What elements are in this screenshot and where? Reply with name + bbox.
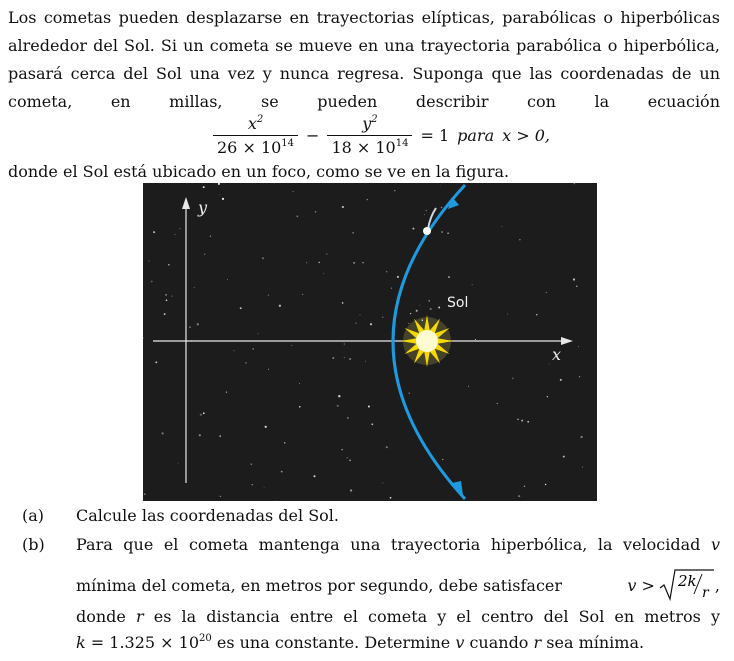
star [203, 186, 205, 188]
star [410, 313, 411, 314]
star [279, 305, 281, 307]
star [155, 361, 157, 363]
star [440, 185, 441, 186]
star [252, 348, 254, 350]
eq-den-x-exp: 14 [281, 137, 295, 149]
eq-minus: − [306, 125, 320, 145]
star [512, 377, 514, 379]
star [219, 194, 220, 195]
star [166, 300, 168, 302]
star [323, 273, 324, 274]
star [299, 383, 300, 384]
star [227, 279, 228, 280]
sqrt-expression [659, 568, 715, 602]
star [420, 305, 421, 306]
question-b-line-3: donde r es la distancia entre el cometa y el centro del Sol en metros y [76, 607, 720, 626]
star [168, 264, 170, 266]
star [365, 361, 366, 362]
star [281, 471, 283, 473]
comet-figure [143, 183, 597, 501]
star [226, 392, 227, 393]
eq-num-x-exp: 2 [256, 113, 264, 125]
star [408, 392, 410, 394]
star [574, 183, 575, 184]
star [291, 345, 292, 346]
star [332, 357, 334, 359]
star [268, 294, 269, 295]
eq-rhs: = 1 [420, 125, 450, 145]
star [382, 317, 383, 318]
star [258, 333, 259, 334]
star [296, 215, 298, 217]
star [475, 339, 476, 340]
star [342, 302, 344, 304]
question-b-label: (b) [22, 535, 45, 554]
star [262, 257, 264, 259]
star [545, 484, 546, 485]
star [370, 323, 372, 325]
star [362, 262, 363, 263]
star [347, 417, 348, 418]
eq-den-y-exp: 14 [395, 137, 409, 149]
star [560, 379, 562, 381]
star [149, 261, 150, 262]
eq-num-y-exp: 2 [371, 113, 378, 125]
star [576, 286, 578, 288]
star [175, 234, 176, 235]
star [252, 484, 253, 485]
star [501, 226, 502, 227]
star [222, 198, 224, 200]
star [293, 191, 294, 192]
star [151, 281, 153, 283]
star [447, 232, 449, 234]
intro-line-1: Los cometas pueden desplazarse en trayectorias elípticas, parabólicas o hiperbólicas [8, 8, 720, 27]
star [448, 276, 450, 278]
question-a-label: (a) [22, 506, 45, 525]
y-axis-label: y [198, 198, 208, 217]
star [391, 288, 392, 289]
after-equation-text: donde el Sol está ubicado en un foco, como se ve en la figura. [8, 162, 510, 181]
star [353, 262, 355, 264]
star [536, 314, 537, 315]
star [582, 467, 583, 468]
star [527, 421, 529, 423]
star [284, 442, 286, 444]
figure-background [143, 183, 597, 501]
star [337, 405, 339, 407]
star [219, 435, 221, 437]
star [194, 287, 195, 288]
star [344, 344, 345, 345]
star [352, 232, 354, 234]
star [245, 362, 247, 364]
star [580, 436, 582, 438]
star [382, 482, 383, 483]
star [302, 294, 303, 295]
star [468, 386, 469, 387]
star [371, 423, 373, 425]
star [394, 190, 395, 191]
star [360, 314, 361, 315]
star [430, 308, 432, 310]
star [240, 307, 242, 309]
star [521, 420, 523, 422]
star [189, 326, 191, 328]
star [367, 199, 368, 200]
star [306, 262, 307, 263]
star [314, 475, 316, 477]
star [517, 418, 519, 420]
star [200, 414, 202, 416]
question-a-text: Calcule las coordenadas del Sol. [76, 506, 340, 525]
star [368, 405, 370, 407]
star [573, 278, 575, 280]
eq-condition-expr: x > 0, [502, 125, 550, 145]
star [355, 323, 356, 324]
star [276, 500, 277, 501]
star [197, 323, 199, 325]
star [326, 253, 327, 254]
star [299, 406, 301, 408]
star [210, 236, 211, 237]
comet-figure-svg [143, 183, 597, 501]
star [441, 231, 443, 233]
star [507, 314, 508, 315]
star [153, 231, 155, 233]
star [563, 456, 565, 458]
star [204, 253, 206, 255]
star [347, 457, 349, 459]
star [203, 412, 205, 414]
eq-num-x: x [247, 113, 257, 133]
hyperbola-equation [213, 110, 550, 160]
star [350, 489, 352, 491]
star [251, 463, 253, 465]
star [161, 432, 163, 434]
star [438, 307, 440, 309]
star [578, 346, 579, 347]
star [519, 239, 520, 240]
star [349, 358, 351, 360]
velocity-inequality: v > [627, 575, 655, 595]
question-b-line-4: $k = 1.325 \times 10^{20}$ es una constante. Determine v cuando r sea mínima. [76, 633, 645, 652]
star [144, 493, 146, 495]
star [344, 357, 345, 358]
star [426, 210, 427, 211]
intro-line-3: pasará cerca del Sol una vez y nunca regresa. Suponga que las coordenadas de un [8, 64, 720, 83]
star [338, 395, 340, 397]
star [442, 459, 443, 460]
star [319, 262, 320, 263]
star [172, 296, 173, 297]
sun-label: Sol [447, 295, 469, 311]
fraction-y [327, 114, 412, 157]
star [342, 206, 344, 208]
svg-text:r: r [701, 585, 709, 601]
star [165, 294, 166, 295]
star [548, 363, 549, 364]
question-b-line-2: mínima del cometa, en metros por segundo, debe satisfacer v > 2k r , [76, 563, 720, 607]
eq-den-x: 26 × 10 [217, 137, 282, 157]
star [264, 487, 265, 488]
star [178, 463, 179, 464]
star [397, 276, 399, 278]
star [233, 350, 234, 351]
star [441, 207, 443, 209]
star [315, 211, 317, 213]
intro-line-4: cometa, en millas, se pueden describir con la ecuación [8, 92, 720, 111]
star [199, 434, 201, 436]
star [424, 214, 425, 215]
eq-num-y: y [362, 113, 372, 133]
star [180, 228, 181, 229]
eq-den-y: 18 × 10 [331, 137, 396, 157]
fraction-x [213, 114, 298, 157]
star [497, 403, 498, 404]
star [429, 300, 430, 301]
svg-text:2k: 2k [677, 572, 697, 590]
star [518, 495, 520, 497]
star [349, 460, 351, 462]
star [390, 497, 392, 499]
star [408, 323, 409, 324]
star [386, 446, 388, 448]
star [524, 486, 525, 487]
star [386, 271, 387, 272]
star [416, 310, 418, 312]
star [412, 228, 414, 230]
comet-icon [423, 227, 431, 235]
intro-line-2: alrededor del Sol. Si un cometa se mueve en una trayectoria parabólica o hiperbólica, [8, 36, 720, 55]
x-axis-label: x [552, 345, 562, 364]
question-b-line-1: Para que el cometa mantenga una trayectoria hiperbólica, la velocidad v [76, 535, 720, 554]
star [546, 292, 547, 293]
star [265, 426, 267, 428]
star [547, 396, 548, 397]
star [341, 449, 343, 451]
star [164, 313, 166, 315]
star [268, 369, 269, 370]
star [472, 284, 473, 285]
star [220, 496, 222, 498]
intro-paragraph [8, 4, 720, 116]
eq-condition: para [457, 125, 495, 145]
star [579, 376, 580, 377]
